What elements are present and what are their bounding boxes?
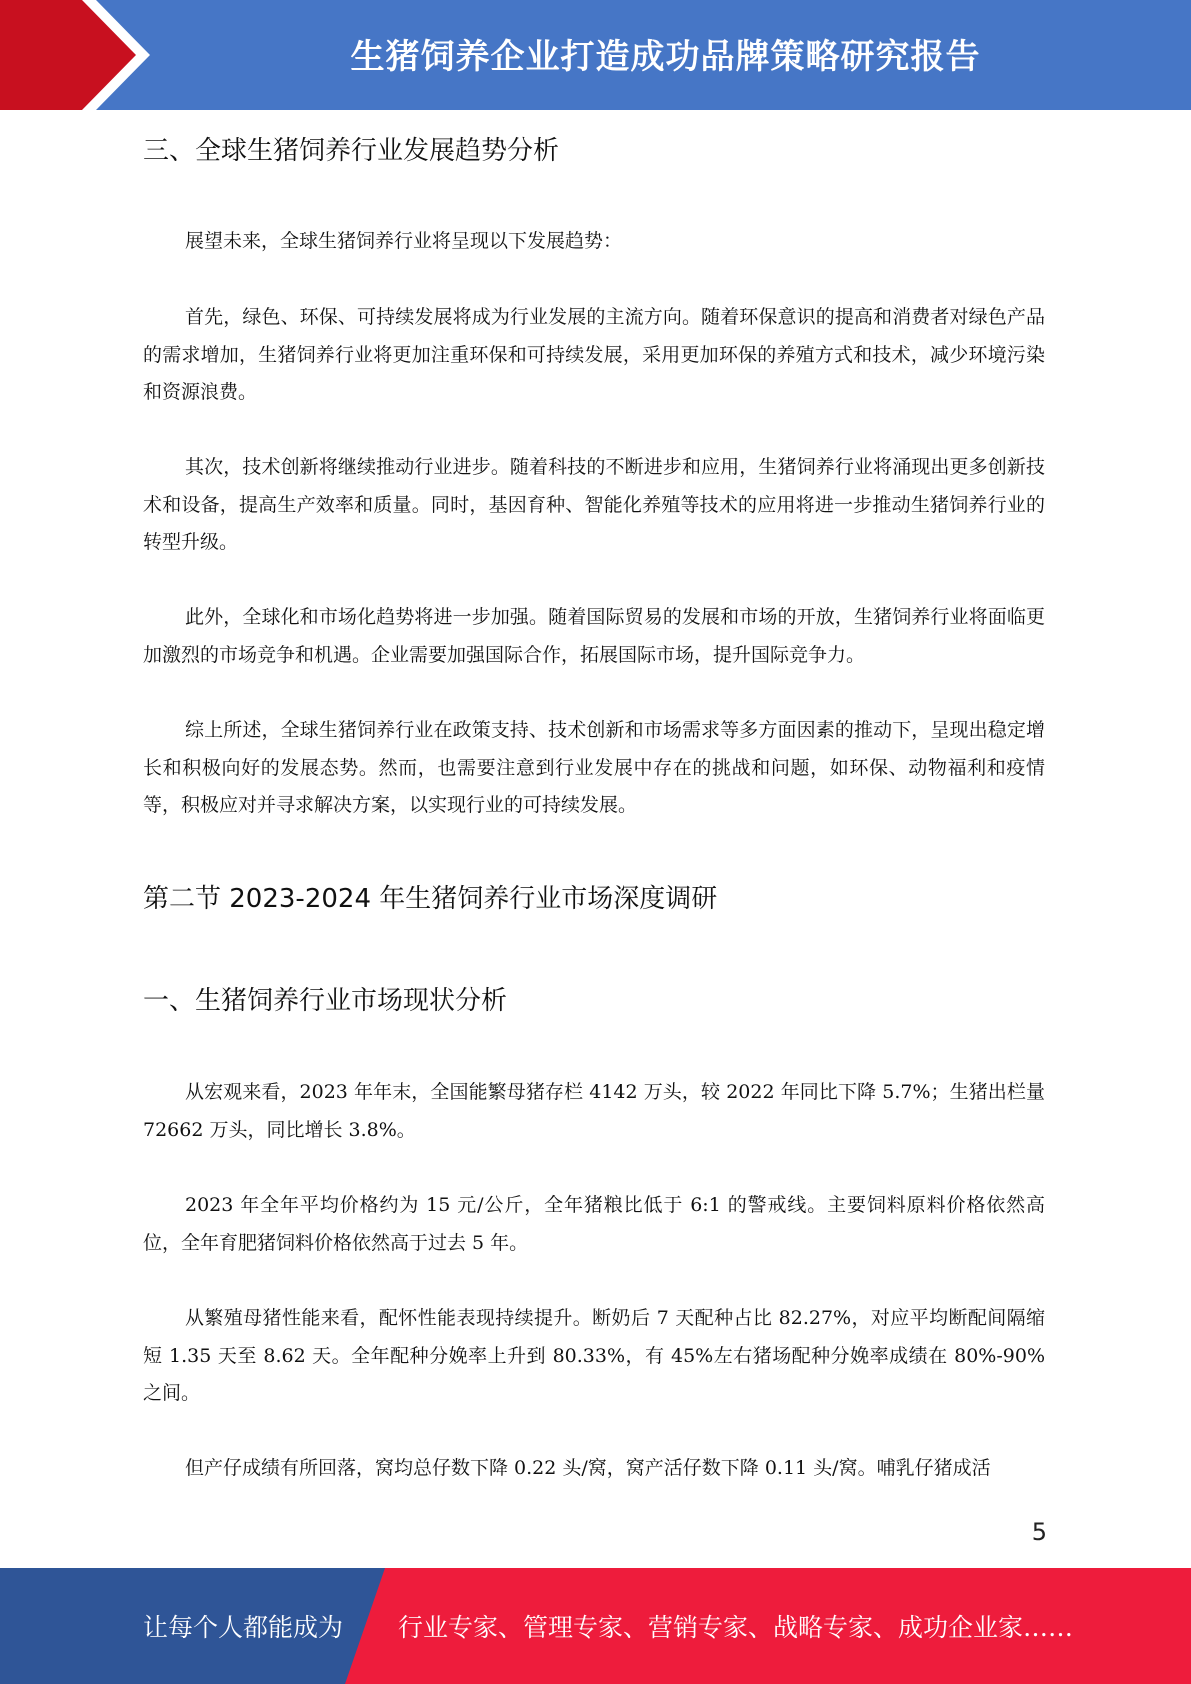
section-heading-market-research: 第二节 2023-2024 年生猪饲养行业市场深度调研 <box>143 884 718 914</box>
paragraph: 其次，技术创新将继续推动行业进步。随着科技的不断进步和应用，生猪饲养行业将涌现出更多创新技术和设备，提高生产效率和质量。同时，基因育种、智能化养殖等技术的应用将进一步推动生猪饲养行业的转型升级。 <box>143 456 1045 553</box>
footer-slogan-left: 让每个人都能成为 <box>143 1613 344 1642</box>
paragraph: 2023 年全年平均价格约为 15 元/公斤，全年猪粮比低于 6:1 的警戒线。主要饲料原料价格依然高位，全年育肥猪饲料价格依然高于过去 5 年。 <box>143 1194 1045 1254</box>
paragraph: 此外，全球化和市场化趋势将进一步加强。随着国际贸易的发展和市场的开放，生猪饲养行业将面临更加激烈的市场竞争和机遇。企业需要加强国际合作，拓展国际市场，提升国际竞争力。 <box>143 606 1045 666</box>
paragraph: 展望未来，全球生猪饲养行业将呈现以下发展趋势： <box>185 230 623 252</box>
paragraph: 首先，绿色、环保、可持续发展将成为行业发展的主流方向。随着环保意识的提高和消费者对绿色产品的需求增加，生猪饲养行业将更加注重环保和可持续发展，采用更加环保的养殖方式和技术，减少环境污染和资源浪费。 <box>143 306 1045 403</box>
page-number: 5 <box>1031 1518 1047 1546</box>
paragraph: 但产仔成绩有所回落，窝均总仔数下降 0.22 头/窝，窝产活仔数下降 0.11 头/窝。哺乳仔猪成活 <box>185 1457 991 1479</box>
paragraph: 综上所述，全球生猪饲养行业在政策支持、技术创新和市场需求等多方面因素的推动下，呈现出稳定增长和积极向好的发展态势。然而，也需要注意到行业发展中存在的挑战和问题，如环保、动物福利和疫情等，积极应对并寻求解决方案，以实现行业的可持续发展。 <box>143 719 1045 816</box>
header-banner <box>0 0 1191 110</box>
footer-slogan-right: 行业专家、管理专家、营销专家、战略专家、成功企业家…… <box>398 1613 1074 1642</box>
footer-banner <box>0 1568 1191 1684</box>
red-chevron-icon <box>0 0 160 110</box>
paragraph: 从繁殖母猪性能来看，配怀性能表现持续提升。断奶后 7 天配种占比 82.27%，对应平均断配间隔缩短 1.35 天至 8.62 天。全年配种分娩率上升到 80.33%，有 45%左右猪场配种分娩率成绩在 80%-90%之间。 <box>143 1307 1045 1404</box>
section-heading-market-status: 一、生猪饲养行业市场现状分析 <box>143 986 508 1016</box>
paragraph: 从宏观来看，2023 年年末，全国能繁母猪存栏 4142 万头，较 2022 年同比下降 5.7%；生猪出栏量 72662 万头，同比增长 3.8%。 <box>143 1081 1045 1141</box>
report-title: 生猪饲养企业打造成功品牌策略研究报告 <box>350 36 981 77</box>
section-heading-trends: 三、全球生猪饲养行业发展趋势分析 <box>143 136 560 166</box>
